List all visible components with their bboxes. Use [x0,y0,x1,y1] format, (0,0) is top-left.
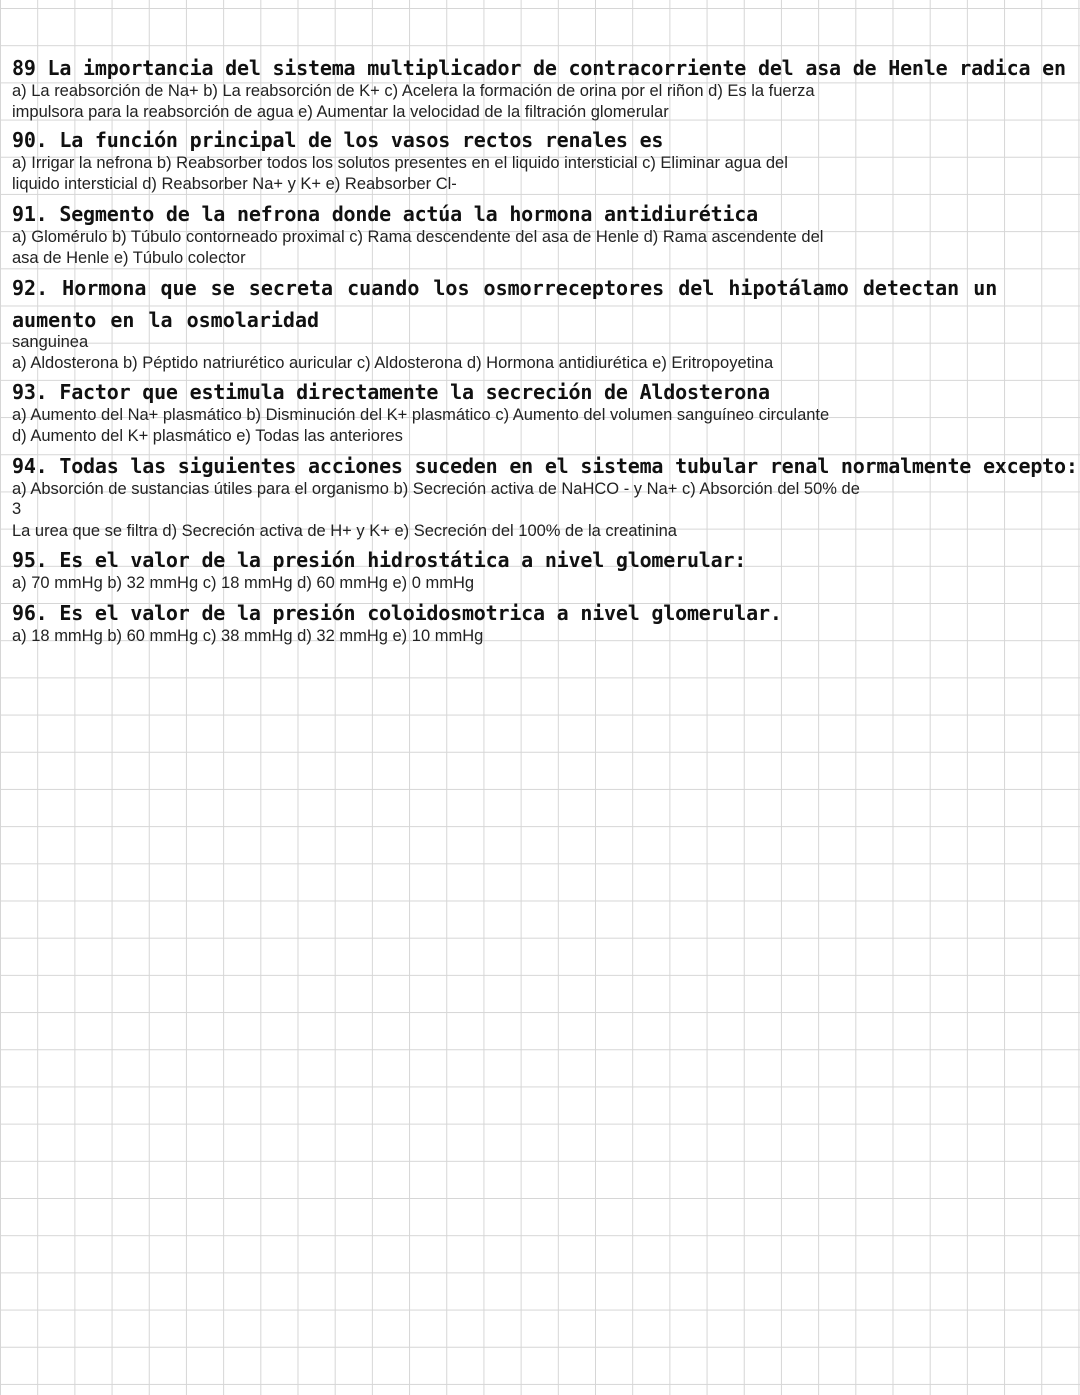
question-92-options-line-1: sanguinea [12,333,89,351]
question-95-title: 95. Es el valor de la presión hidrostática a nivel glomerular: [12,548,747,572]
question-96-title: 96. Es el valor de la presión coloidosmotrica a nivel glomerular. [12,601,782,625]
question-94-title: 94. Todas las siguientes acciones suceden en el sistema tubular renal normalmente excepto: [12,454,1078,478]
question-91-title: 91. Segmento de la nefrona donde actúa la hormona antidiurética [12,202,758,226]
question-91-options-line-2: asa de Henle e) Túbulo colector [12,249,246,267]
question-93-options-line-1: a) Aumento del Na+ plasmático b) Disminución del K+ plasmático c) Aumento del volumen sanguíneo circulante [12,406,830,424]
question-94-options-line-3: La urea que se filtra d) Secreción activa de H+ y K+ e) Secreción del 100% de la creatinina [12,522,677,540]
question-90-title: 90. La función principal de los vasos rectos renales es [12,128,664,152]
question-93-title: 93. Factor que estimula directamente la secreción de Aldosterona [12,380,770,404]
question-90-options-line-2: liquido intersticial d) Reabsorber Na+ y K+ e) Reabsorber Cl- [12,175,457,193]
question-94-options-line-1: a) Absorción de sustancias útiles para el organismo b) Secreción activa de NaHCO - y Na+ c) Absorción del 50% de [12,480,860,498]
question-95-options: a) 70 mmHg b) 32 mmHg c) 18 mmHg d) 60 mmHg e) 0 mmHg [12,574,475,592]
question-93-options-line-2: d) Aumento del K+ plasmático e) Todas las anteriores [12,427,403,445]
question-90-options-line-1: a) Irrigar la nefrona b) Reabsorber todos los solutos presentes en el liquido intersticial c) Eliminar agua del [12,154,788,172]
question-92-options-line-2: a) Aldosterona b) Péptido natriurético auricular c) Aldosterona d) Hormona antidiurética e) Eritropoyetina [12,354,774,372]
question-92-title: 92. Hormona que se secreta cuando los osmorreceptores del hipotálamo detectan un aumento en la osmolaridad [12,276,998,332]
question-91-options-line-1: a) Glomérulo b) Túbulo contorneado proximal c) Rama descendente del asa de Henle d) Rama ascendente del [12,228,824,246]
question-89-title: 89 La importancia del sistema multiplicador de contracorriente del asa de Henle radica en [12,56,1066,80]
question-89-options-line-1: a) La reabsorción de Na+ b) La reabsorción de K+ c) Acelera la formación de orina por el riñon d) Es la fuerza [12,82,815,100]
question-94-options-line-2: 3 [12,500,22,518]
question-96-options: a) 18 mmHg b) 60 mmHg c) 38 mmHg d) 32 mmHg e) 10 mmHg [12,627,484,645]
question-89-options-line-2: impulsora para la reabsorción de agua e) Aumentar la velocidad de la filtración glomerular [12,103,669,121]
